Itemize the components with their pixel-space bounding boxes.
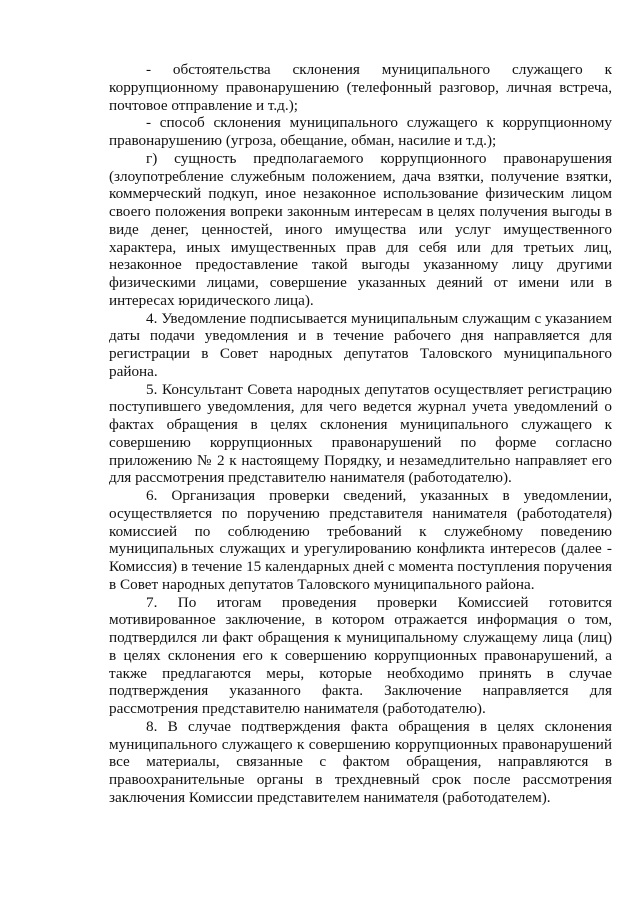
paragraph-essence: г) сущность предполагаемого коррупционного правонарушения (злоупотребление служебным положением, дача взятки, получение взятки, коммерческий подкуп, иное незаконное использование физическим лицом своего положения вопреки законным интересам в целях получения выгоды в виде денег, ценностей, иного имущества или услуг имущественного характера, иных имущественных прав для себя или для третьих лиц, незаконное предоставление такой выгоды указанному лицу другими физическими лицами, совершение указанных деяний от имени или в интересах юридического лица). bbox=[109, 149, 612, 309]
paragraph-method: - способ склонения муниципального служащего к коррупционному правонарушению (угроза, обещание, обман, насилие и т.д.); bbox=[109, 114, 612, 149]
paragraph-item-6: 6. Организация проверки сведений, указанных в уведомлении, осуществляется по поручению представителя нанимателя (работодателя) комиссией по соблюдению требований к служебному поведению муниципальных служащих и урегулированию конфликта интересов (далее - Комиссия) в течение 15 календарных дней с момента поступления поручения в Совет народных депутатов Таловского муниципального района. bbox=[109, 487, 612, 593]
paragraph-item-4: 4. Уведомление подписывается муниципальным служащим с указанием даты подачи уведомления и в течение рабочего дня направляется для регистрации в Совет народных депутатов Таловского муниципального района. bbox=[109, 309, 612, 380]
paragraph-circumstances: - обстоятельства склонения муниципального служащего к коррупционному правонарушению (телефонный разговор, личная встреча, почтовое отправление и т.д.); bbox=[109, 61, 612, 114]
paragraph-item-7: 7. По итогам проведения проверки Комиссией готовится мотивированное заключение, в котором отражается информация о том, подтвердился ли факт обращения к муниципальному служащему лица (лиц) в целях склонения его к совершению коррупционных правонарушений, а также предлагаются меры, которые необходимо принять в случае подтверждения указанного факта. Заключение направляется для рассмотрения представителю нанимателя (работодателю). bbox=[109, 593, 612, 717]
paragraph-item-8: 8. В случае подтверждения факта обращения в целях склонения муниципального служащего к совершению коррупционных правонарушений все материалы, связанные с фактом обращения, направляются в правоохранительные органы в трехдневный срок после рассмотрения заключения Комиссии представителем нанимателя (работодателем). bbox=[109, 717, 612, 806]
document-page bbox=[109, 61, 612, 807]
paragraph-item-5: 5. Консультант Совета народных депутатов осуществляет регистрацию поступившего уведомления, для чего ведется журнал учета уведомлений о фактах обращения в целях склонения муниципального служащего к совершению коррупционных правонарушений по форме согласно приложению № 2 к настоящему Порядку, и незамедлительно направляет его для рассмотрения представителю нанимателя (работодателю). bbox=[109, 380, 612, 487]
